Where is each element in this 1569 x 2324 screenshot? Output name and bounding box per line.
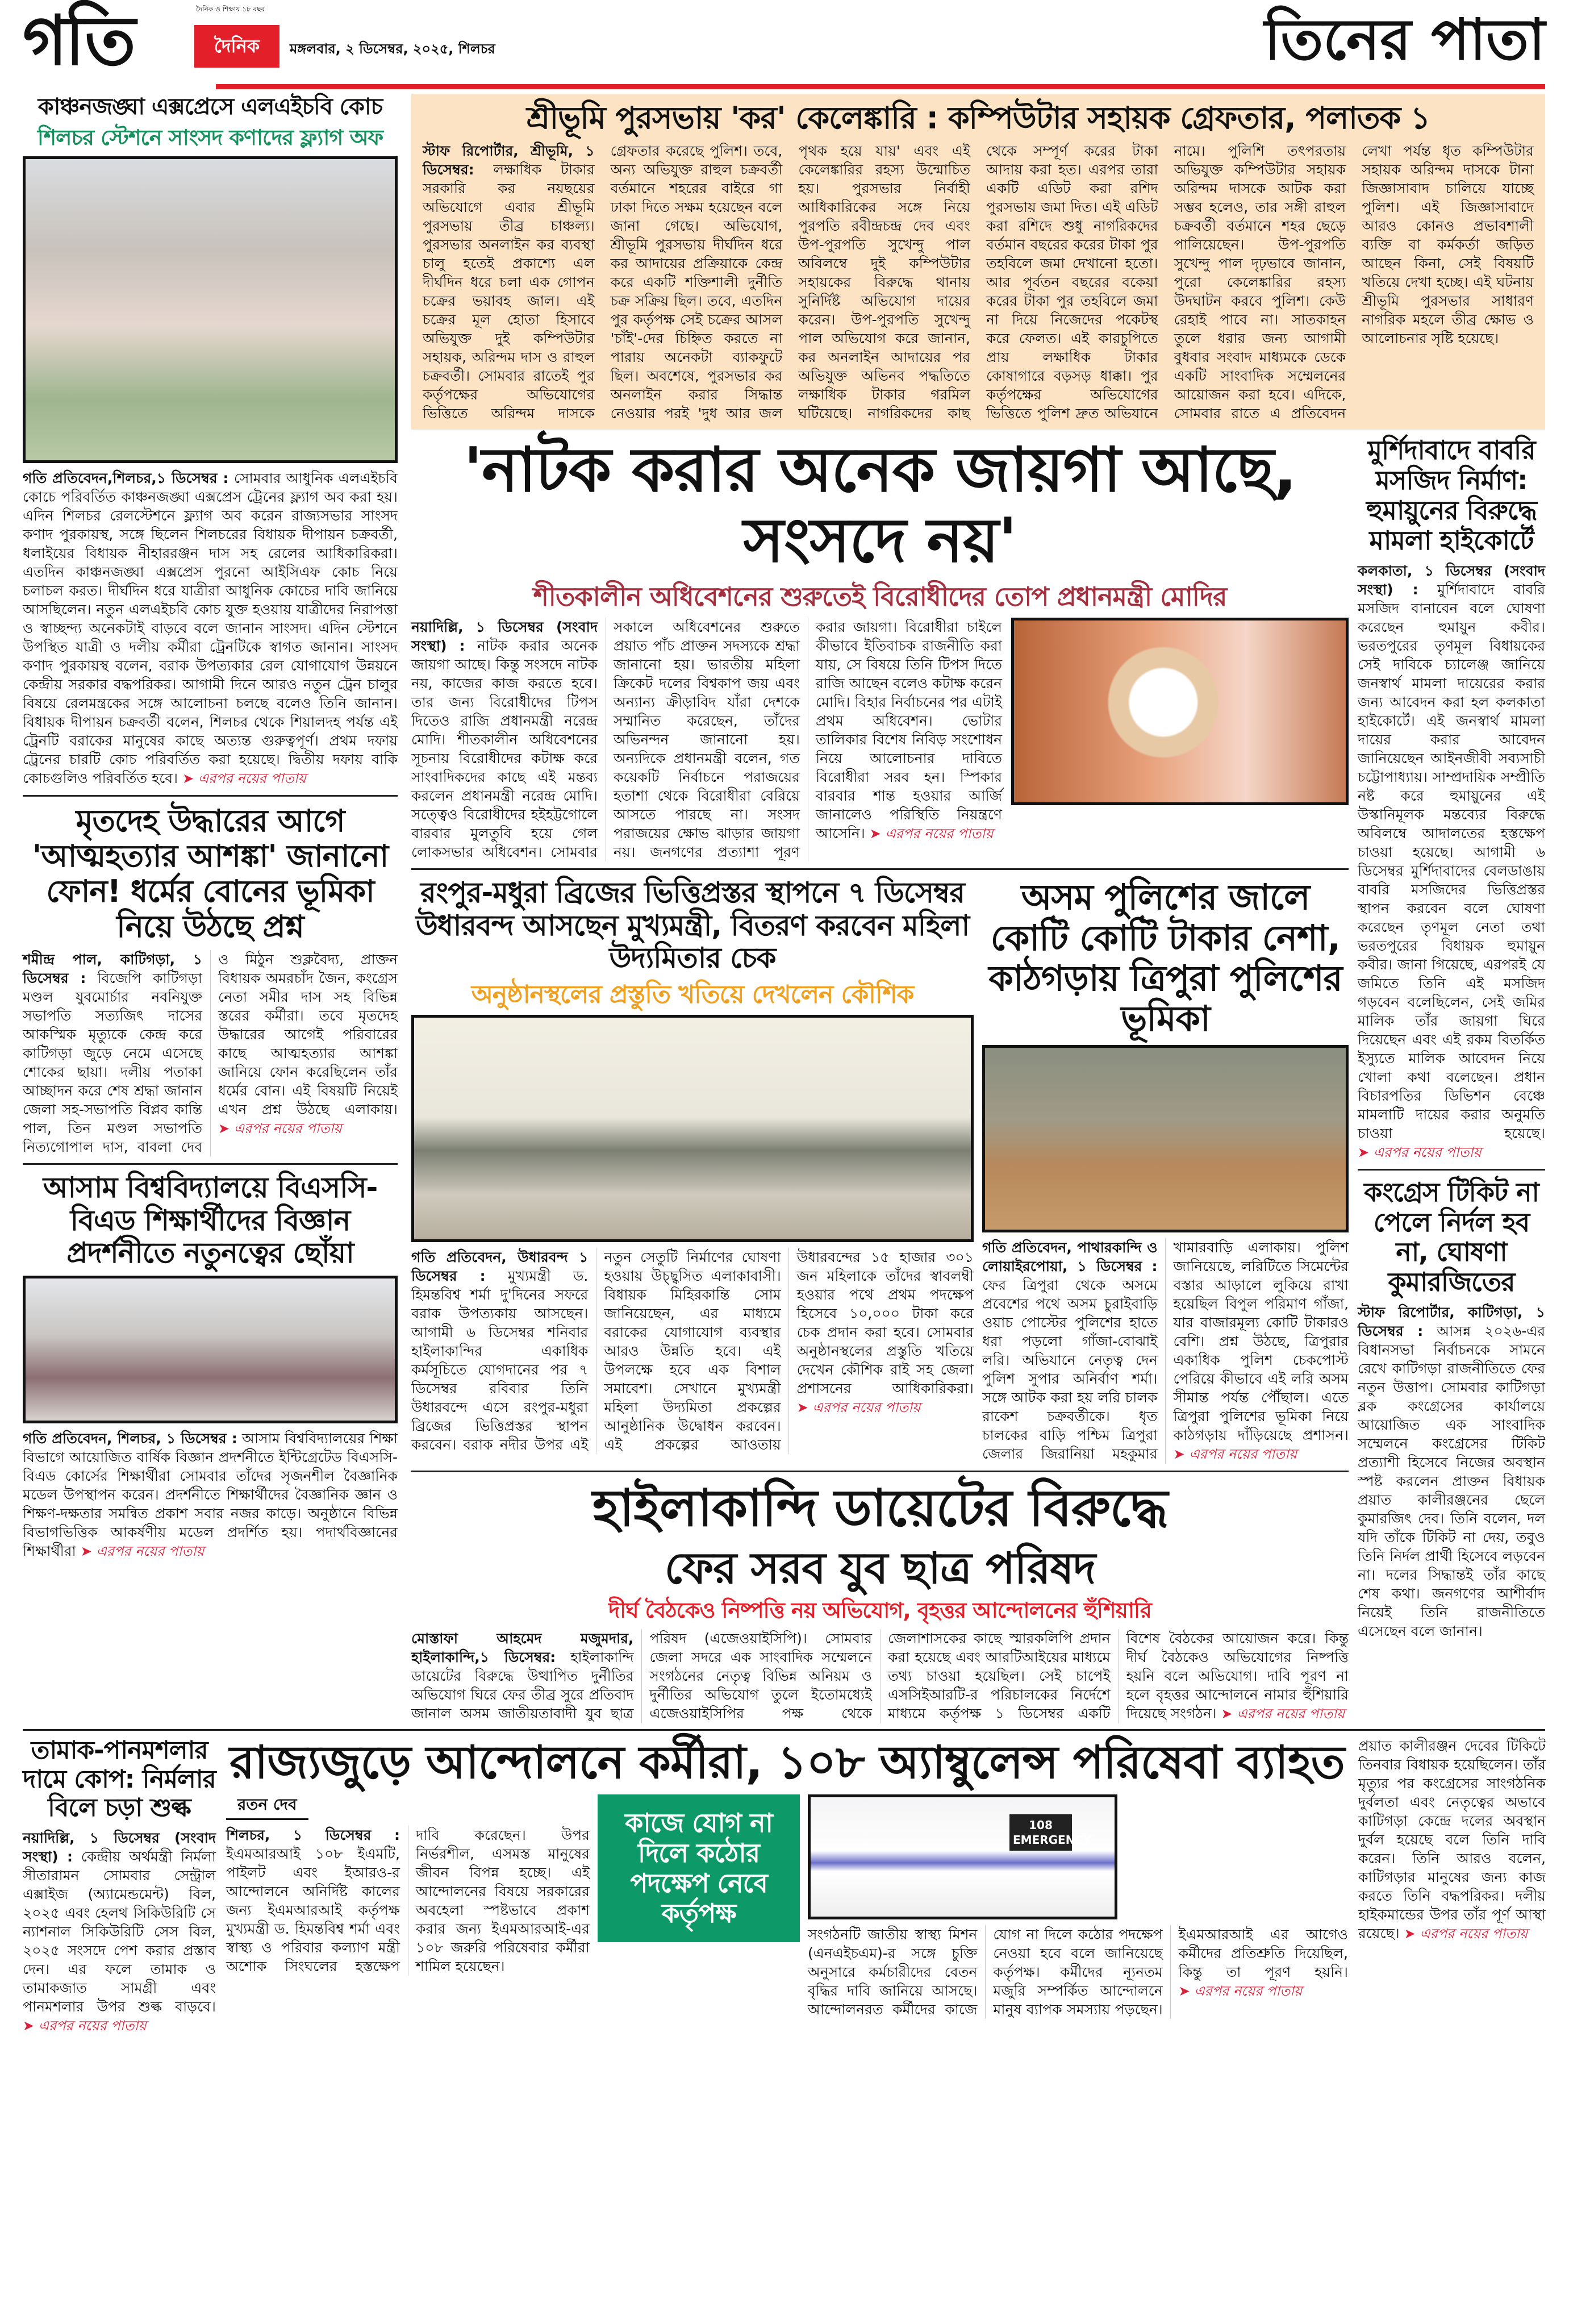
logo-badge: দৈনিক: [194, 25, 279, 68]
reporter-name: রতন দেব: [226, 1794, 308, 1820]
babri-body: কলকাতা, ১ ডিসেম্বর (সংবাদ সংস্থা) : মুর্শিদাবাদে বাবরি মসজিদ বানাবেন বলে ঘোষণা করেছেন হুমায়ুন কবীর। ভরতপুরের তৃণমূল বিধায়কের সেই দাবিকে চ্যালেঞ্জ জানিয়ে জনস্বার্থ মামলা দায়েরের করার জন্য আবেদন করা হল কলকাতা হাইকোর্টে। এই জনস্বার্থ মামলা দায়ের করার আবেদন জানিয়েছেন আইনজীবী সব্যসাচী চট্টোপাধ্যায়। সাম্প্রদায়িক সম্প্রীতি নষ্ট করে হুমায়ুনের এই উস্কানিমূলক মন্তব্যের বিরুদ্ধে অবিলম্বে আদালতের হস্তক্ষেপ চাওয়া হয়েছে। আগামী ৬ ডিসেম্বর মুর্শিদাবাদের বেলডাঙায় বাবরি মসজিদের ভিত্তিপ্রস্তর স্থাপন করবেন বলে ঘোষণা করেছেন তৃণমূল নেতা তথা ভরতপুরের বিধায়ক হুমায়ুন কবীর। জানা গিয়েছে, এরপরই যে জমিতে তিনি এই মসজিদ গড়বেন বলেছিলেন, সেই জমির মালিক তাঁর জায়গা ঘিরে দিয়েছেন এবং এই রকম বিতর্কিত ইস্যুতে মালিক আবেদন নিয়ে খোলা কথা বলেছেন। প্রধান বিচারপতির ডিভিশন বেঞ্চে মামলাটি দায়ের করার অনুমতি চাওয়া হয়েছে। ➤ এরপর নয়ের পাতায়: [1358, 561, 1545, 1162]
lead-story-box: [411, 94, 1545, 430]
continued-link[interactable]: ➤ এরপর নয়ের পাতায়: [23, 2018, 147, 2034]
tobacco-body: নয়াদিল্লি, ১ ডিসেম্বর (সংবাদ সংস্থা) : কেন্দ্রীয় অর্থমন্ত্রী নির্মলা সীতারামন সোমবার সেন্ট্রাল এক্সাইজ (অ্যামেন্ডমেন্ট) বিল, ২০২৫ এবং হেলথ সিকিউরিটি সে ন্যাশনাল সিকিউরিটি সেস বিল, ২০২৫ সংসদে পেশ করার প্রস্তাব দেন। এর ফলে তামাক ও তামাকজাত সামগ্রী এবং পানমশলার উপর শুল্ক বাড়বে। ➤ এরপর নয়ের পাতায়: [23, 1829, 216, 2035]
masthead-red-rule: [216, 84, 1545, 89]
hailakandi-body: মোস্তাফা আহমেদ মজুমদার, হাইলাকান্দি,১ ডিসেম্বর: হাইলাকান্দি ডায়েটের বিরুদ্ধে উত্থাপিত দুর্নীতির অভিযোগ ঘিরে ফের তীব্র সুরে প্রতিবাদ জানাল অসম জাতীয়তাবাদী যুব ছাত্র পরিষদ (এজেওয়াইসিপি)। সোমবার জেলা সদরে এক সাংবাদিক সম্মেলনে সংগঠনের নেতৃত্ব বিভিন্ন অনিয়ম ও দুর্নীতির অভিযোগ তুলে ইতোমধ্যেই এজেওয়াইসিপির পক্ষ থেকে জেলাশাসকের কাছে স্মারকলিপি প্রদান করা হয়েছে এবং আরটিআইয়ের মাধ্যমে তথ্য চাওয়া হয়েছিল। সেই চাপেই এসসিইআরটি-র পরিচালকের নির্দেশে মাধ্যমে কর্তৃপক্ষ ১ ডিসেম্বর একটি বিশেষ বৈঠকের আয়োজন করে। কিন্তু দীর্ঘ বৈঠকেও অভিযোগের নিষ্পত্তি হয়নি বলে অভিযোগ। দাবি পূরণ না হলে বৃহত্তর আন্দোলনে নামার হুঁশিয়ারি দিয়েছে সংগঠন। ➤ এরপর নয়ের পাতায়: [411, 1629, 1349, 1723]
left-column: [23, 94, 398, 1561]
ambulance-body-lower: সংগঠনটি জাতীয় স্বাস্থ্য মিশন (এনএইচএম)-র সঙ্গে চুক্তি অনুসারে কর্মচারীদের বেতন বৃদ্ধির দাবি জানিয়ে আসছে। আন্দোলনরত কর্মীদের কাজে যোগ না দিলে কঠোর পদক্ষেপ নেওয়া হবে বলে জানিয়েছে কর্তৃপক্ষ। কর্মীদের ন্যূনতম মজুরি সম্পর্কিত আন্দোলনে মানুষ ব্যাপক সমস্যায় পড়ছেন। ইএমআরআই এর আগেও কর্মীদের প্রতিশ্রুতি দিয়েছিল, কিন্তু তা পূরণ হয়নি। ➤ এরপর নয়ের পাতায়: [808, 1925, 1348, 2019]
rangpur-headline: রংপুর-মধুরা ব্রিজের ভিত্তিপ্রস্তর স্থাপনে ৭ ডিসেম্বর উধারবন্দ আসছেন মুখ্যমন্ত্রী, বিতরণ করবেন মহিলা উদ্যমিতার চেক: [415, 876, 970, 975]
police-body: গতি প্রতিবেদন, পাথারকান্দি ও লোয়াইরপোয়া, ১ ডিসেম্বর : ফের ত্রিপুরা থেকে অসমে প্রবেশের পথে অসম চুরাইবাড়ি ওয়াচ পোস্টের পুলিশের হাতে ধরা পড়লো গাঁজা-বোঝাই লরি। অভিযানে নেতৃত্ব দেন পুলিশ সুপার অনির্বাণ শর্মা। সঙ্গে আটক করা হয় লরি চালক রাকেশ চক্রবর্তীকে। ধৃত চালকের বাড়ি পশ্চিম ত্রিপুরা জেলার জিরানিয়া মহকুমার খামারবাড়ি এলাকায়। পুলিশ জানিয়েছে, লরিটিতে সিমেন্টের বস্তার আড়ালে লুকিয়ে রাখা হয়েছিল বিপুল পরিমাণ গাঁজা, যার বাজারমূল্য কোটি টাকারও বেশি। প্রশ্ন উঠছে, ত্রিপুরার একাধিক পুলিশ চেকপোস্ট পেরিয়ে কীভাবে এই লরি অসম সীমান্ত পর্যন্ত পৌঁছাল। এতে ত্রিপুরা পুলিশের ভূমিকা নিয়ে কাঠগড়ায় দাঁড়িয়েছে প্রশাসন। ➤ এরপর নয়ের পাতায়: [982, 1238, 1349, 1464]
divider: [1358, 1169, 1545, 1171]
continued-link[interactable]: ➤ এরপর নয়ের পাতায়: [81, 1543, 205, 1559]
congress-headline: কংগ্রেস টিকিট না পেলে নির্দল হব না, ঘোষণা কুমারজিতের: [1364, 1176, 1539, 1298]
headline: কাঞ্চনজঙ্ঘা এক্সপ্রেসে এলএইচবি কোচ: [37, 94, 383, 120]
rangpur-body: গতি প্রতিবেদন, উধারবন্দ ১ ডিসেম্বর : মুখ্যমন্ত্রী ড. হিমন্তবিশ্ব শর্মা দু'দিনের সফরে বরাক উপত্যকায় আসছেন। আগামী ৬ ডিসেম্বর শনিবার হাইলাকান্দির একাধিক কর্মসূচিতে যোগদানের পর ৭ ডিসেম্বর রবিবার তিনি উধারবন্দে এসে রংপুর-মধুরা ব্রিজের ভিত্তিপ্রস্তর স্থাপন করবেন। বরাক নদীর উপর এই নতুন সেতুটি নির্মাণের ঘোষণা হওয়ায় উচ্ছ্বসিত এলাকাবাসী। বিধায়ক মিহিরকান্তি সোম জানিয়েছেন, এর মাধ্যমে বরাকের যোগাযোগ ব্যবস্থার আরও উন্নতি হবে। এই উপলক্ষে হবে এক বিশাল সমাবেশ। সেখানে মুখ্যমন্ত্রী মহিলা উদ্যমিতা প্রকল্পের আনুষ্ঠানিক উদ্বোধন করবেন। এই প্রকল্পের আওতায় উধারবন্দের ১৫ হাজার ৩০১ জন মহিলাকে তাঁদের স্বাবলম্বী হওয়ার পথে প্রথম পদক্ষেপ হিসেবে ১০,০০০ টাকা করে চেক প্রদান করা হবে। সোমবার অনুষ্ঠানস্থলের প্রস্তুতি খতিয়ে দেখেন কৌশিক রাই সহ জেলা প্রশাসনের আধিকারিকরা। ➤ এরপর নয়ের পাতায়: [411, 1248, 974, 1454]
modi-headline: 'নাটক করার অনেক জায়গা আছে, সংসদে নয়': [464, 435, 1296, 577]
photo-prime-minister: [1011, 618, 1349, 805]
ambulance-headline: রাজ্যজুড়ে আন্দোলনে কর্মীরা, ১০৮ অ্যাম্বুলেন্স পরিষেবা ব্যাহত: [229, 1736, 1345, 1789]
hailakandi-headline-2: ফের সরব যুব ছাত্র পরিষদ: [664, 1543, 1096, 1594]
lead-body: স্টাফ রিপোর্টার, শ্রীভূমি, ১ ডিসেম্বর: লক্ষাধিক টাকার সরকারি কর নয়ছয়ের অভিযোগে এবার শ্রীভূমি পুরসভায় তীব্র চাঞ্চল্য। পুরসভার অনলাইন কর ব্যবস্থা চালু হতেই প্রকাশ্যে এল দীর্ঘদিন ধরে চলা এক গোপন চক্রের ভয়াবহ জাল। এই চক্রের মূল হোতা হিসাবে অভিযুক্ত দুই কম্পিউটার সহায়ক, অরিন্দম দাস ও রাহুল চক্রবর্তী। সোমবার রাতেই পুর কর্তৃপক্ষের অভিযোগের ভিত্তিতে অরিন্দম দাসকে গ্রেফতার করেছে পুলিশ। তবে, অন্য অভিযুক্ত রাহুল চক্রবর্তী বর্তমানে শহরের বাইরে গা ঢাকা দিতে সক্ষম হয়েছেন বলে জানা গেছে। অভিযোগ, শ্রীভূমি পুরসভায় দীর্ঘদিন ধরে কর আদায়ের প্রক্রিয়াকে কেন্দ্র করে একটি শক্তিশালী দুর্নীতি চক্র সক্রিয় ছিল। তবে, এতদিন পুর কর্তৃপক্ষ সেই চক্রের আসল 'চাঁই'-দের চিহ্নিত করতে না পারায় অনেকটা ব্যাকফুটে ছিল। অবশেষে, পুরসভার কর অনলাইন করার সিদ্ধান্ত নেওয়ার পরই 'দুধ আর জল পৃথক হয়ে যায়' এবং এই কেলেঙ্কারির রহস্য উন্মোচিত হয়। পুরসভার নির্বাহী আধিকারিকের সঙ্গে নিয়ে পুরপতি রবীন্দ্রচন্দ্র দেব এবং উপ-পুরপতি সুখেন্দু পাল অবিলম্বে দুই কম্পিউটার সহায়কের বিরুদ্ধে থানায় সুনির্দিষ্ট অভিযোগ দায়ের করেন। উপ-পুরপতি সুখেন্দু পাল অভিযোগ করে জানান, কর অনলাইন আদায়ের পর অভিযুক্ত অভিনব পদ্ধতিতে লক্ষাধিক টাকার গরমিল ঘটিয়েছে। নাগরিকদের কাছ থেকে সম্পূর্ণ করের টাকা আদায় করা হত। এরপর তারা একটি এডিট করা রশিদ পুরসভায় জমা দিত। এই এডিট করা রশিদে শুধু নাগরিকদের বর্তমান বছরের করের টাকা পুর তহবিলে জমা দেখানো হতো। আর পূর্বতন বছরের বকেয়া করের টাকা পুর তহবিলে জমা না দিয়ে নিজেদের পকেটস্থ করে ফেলত। এই কারচুপিতে প্রায় লক্ষাধিক টাকার কোষাগারে বড়সড় ধাক্কা। পুর কর্তৃপক্ষের অভিযোগের ভিত্তিতে পুলিশ দ্রুত অভিযানে নামে। পুলিশি তৎপরতায় অভিযুক্ত কম্পিউটার সহায়ক অরিন্দম দাসকে আটক করা সম্ভব হলেও, তার সঙ্গী রাহুল চক্রবর্তী বর্তমানে শহর ছেড়ে পালিয়েছেন। উপ-পুরপতি সুখেন্দু পাল দৃঢ়ভাবে জানান, পুরো কেলেঙ্কারির রহস্য উদঘাটন করবে পুলিশ। কেউ রেহাই পাবে না। সাতকাহন তুলে ধরার জন্য আগামী বুধবার সংবাদ মাধ্যমকে ডেকে একটি সাংবাদিক সম্মেলনের আয়োজন করা হবে। এদিকে, সোমবার রাতে এ প্রতিবেদন লেখা পর্যন্ত ধৃত কম্পিউটার সহায়ক অরিন্দম দাসকে টানা জিজ্ঞাসাবাদ চালিয়ে যাচ্ছে পুলিশ। এই জিজ্ঞাসাবাদে আরও কোনও প্রভাবশালী ব্যক্তি বা কর্মকর্তা জড়িত আছেন কিনা, সেই বিষয়টি খতিয়ে দেখা হচ্ছে। এই ঘটনায় শ্রীভূমি পুরসভার সাধারণ নাগরিক মহলে তীব্র ক্ষোভ ও আলোচনার সৃষ্টি হয়েছে।: [423, 143, 1534, 422]
page-title: তিনের পাতা: [1264, 6, 1545, 73]
right-area: [411, 94, 1545, 1723]
logo-badge-tagline: দৈনিক ও শিক্ষায় ১৮ বছর: [196, 5, 265, 13]
subheadline: শিলচর স্টেশনে সাংসদ কণাদের ফ্ল্যাগ অফ: [37, 125, 383, 150]
story-train-body: গতি প্রতিবেদন,শিলচর,১ ডিসেম্বর : সোমবার আধুনিক এলএইচবি কোচে পরিবর্তিত কাঞ্চনজঙ্ঘা এক্সপ্রেস ট্রেনের ফ্ল্যাগ অব করা হয়। এদিন শিলচর রেলস্টেশনে ফ্ল্যাগ অব করেন রাজ্যসভার সাংসদ কণাদ পুরকায়স্থ, সঙ্গে ছিলেন শিলচরের বিধায়ক দীপায়ন চক্রবর্তী, ধলাইয়ের বিধায়ক নীহাররঞ্জন দাস সহ রেলের আধিকারিকরা। এতদিন কাঞ্চনজঙ্ঘা এক্সপ্রেস পুরনো আইসিএফ কোচ নিয়ে চলাচল করত। দীর্ঘদিন ধরে যাত্রীরা আধুনিক কোচের দাবি জানিয়ে আসছিলেন। নতুন এলএইচবি কোচ যুক্ত হওয়ায় যাত্রীদের নিরাপত্তা ও স্বাচ্ছন্দ্য অনেকটাই বাড়বে বলে জানান সাংসদ। এদিন স্টেশনে উপস্থিত যাত্রী ও দলীয় কর্মীরা ট্রেনটিকে স্বাগত জানান। সাংসদ কণাদ পুরকায়স্থ বলেন, বরাক উপত্যকার রেল যোগাযোগ উন্নয়নে কেন্দ্রীয় সরকার বদ্ধপরিকর। আগামী দিনে আরও নতুন ট্রেন চালুর বিষয়ে রেলমন্ত্রকের সঙ্গে আলোচনা চলছে বলেও তিনি জানান। বিধায়ক দীপায়ন চক্রবর্তী বলেন, শিলচর থেকে শিয়ালদহ পর্যন্ত এই ট্রেনটি বরাকের মানুষের কাছে অত্যন্ত গুরুত্বপূর্ণ। প্রথম দফায় ট্রেনের চারটি কোচ পরিবর্তিত করা হয়েছে। দ্বিতীয় দফায় বাকি কোচগুলিও পরিবর্তিত হবে। ➤ এরপর নয়ের পাতায়: [23, 469, 398, 788]
ambulance-108-sign: 108 EMERGENCY: [1009, 1814, 1072, 1851]
section-divider: [23, 1729, 1545, 1731]
continued-link[interactable]: ➤ এরপর নয়ের পাতায়: [218, 1121, 342, 1136]
assamuni-body: গতি প্রতিবেদন, শিলচর, ১ ডিসেম্বর : আসাম বিশ্ববিদ্যালয়ের শিক্ষা বিভাগে আয়োজিত বার্ষিক বিজ্ঞান প্রদর্শনীতে ইন্টিগ্রেটেড বিএসসি-বিএড কোর্সের শিক্ষার্থীরা সোমবার তাঁদের সৃজনশীল বৈজ্ঞানিক মডেল উপস্থাপন করেন। প্রদর্শনীতে শিক্ষার্থীদের বৈজ্ঞানিক জ্ঞান ও শিক্ষণ-দক্ষতার সমন্বিত প্রকাশ সবার নজর কাড়ে। অনুষ্ঠানে বিভিন্ন বিভাগভিত্তিক আকর্ষণীয় মডেল প্রদর্শিত হয়। পদার্থবিজ্ঞানের শিক্ষার্থীরা ➤ এরপর নয়ের পাতায়: [23, 1429, 398, 1561]
ambulance-body: শিলচর, ১ ডিসেম্বর : ইএমআরআই ১০৮ ইএমটি, পাইলট এবং ইআরও-র আন্দোলনে অনির্দিষ্ট কালের জন্য ইএমআরআই কর্তৃপক্ষ মুখ্যমন্ত্রী ড. হিমন্তবিশ্ব শর্মা এবং স্বাস্থ্য ও পরিবার কল্যাণ মন্ত্রী অশোক সিংঘলের হস্তক্ষেপ দাবি করেছেন। উপর নির্ভরশীল, এসমস্ত মানুষের জীবন বিপন্ন হচ্ছে। এই আন্দোলনের বিষয়ে সরকারের অবহেলা স্পষ্টভাবে প্রকাশ করার জন্য ইএমআরআই-এর ১০৮ জরুরি পরিষেবার কর্মীরা শামিল হয়েছেন।: [226, 1827, 590, 1975]
continued-link[interactable]: ➤ এরপর নয়ের পাতায়: [1179, 1983, 1303, 1999]
continued-link[interactable]: ➤ এরপর নয়ের পাতায়: [1404, 1926, 1528, 1942]
photo-flag-off: [23, 156, 398, 463]
photo-seized-drugs: [982, 1045, 1349, 1232]
continued-link[interactable]: ➤ এরপর নয়ের পাতায়: [870, 826, 994, 842]
continued-link[interactable]: ➤ এরপর নয়ের পাতায়: [182, 770, 306, 786]
divider: [411, 868, 1349, 870]
suicide-headline: মৃতদেহ উদ্ধারের আগে 'আত্মহত্যার আশঙ্কা' জানানো ফোন! ধর্মের বোনের ভূমিকা নিয়ে উঠছে প্রশ্ন: [32, 802, 389, 944]
ambulance-callout-box: কাজে যোগ না দিলে কঠোর পদক্ষেপ নেবে কর্তৃপক্ষ: [598, 1794, 800, 1942]
continued-link[interactable]: ➤ এরপর নয়ের পাতায়: [797, 1400, 921, 1415]
lead-headline: শ্রীভূমি পুরসভায় 'কর' কেলেঙ্কারি : কম্পিউটার সহায়ক গ্রেফতার, পলাতক ১: [526, 100, 1430, 136]
congress-body: স্টাফ রিপোর্টার, কাটিগড়া, ১ ডিসেম্বর : আসন্ন ২০২৬-এর বিধানসভা নির্বাচনকে সামনে রেখে কাটিগড়া রাজনীতিতে ফের নতুন উত্তাপ। সোমবার কাটিগড়া ব্লক কংগ্রেসের কার্যালয়ে আয়োজিত এক সাংবাদিক সম্মেলনে কংগ্রেসের টিকিট প্রত্যাশী হিসেবে নিজের অবস্থান স্পষ্ট করলেন প্রাক্তন বিধায়ক প্রয়াত কালীরঞ্জনের ছেলে কুমারজিৎ দেব। তিনি বলেন, দল যদি তাঁকে টিকিট না দেয়, তবুও তিনি নির্দল প্রার্থী হিসেবে লড়বেন না। দলের সিদ্ধান্তই তাঁর কাছে শেষ কথা। জনগণের আশীর্বাদ নিয়েই তিনি রাজনীতিতে এসেছেন বলে জানান।: [1358, 1304, 1545, 1640]
masthead: [23, 0, 1545, 94]
center-area: [411, 435, 1349, 1723]
divider: [411, 1471, 1349, 1472]
story-police: [982, 877, 1349, 1463]
continued-link[interactable]: ➤ এরপর নয়ের পাতায়: [1358, 1144, 1482, 1160]
photo-venue-inspection: [411, 1015, 974, 1242]
police-headline: অসম পুলিশের জালে কোটি কোটি টাকার নেশা, কাঠগড়ায় ত্রিপুরা পুলিশের ভূমিকা: [988, 876, 1342, 1040]
babri-headline: মুর্শিদাবাদে বাবরি মসজিদ নির্মাণ: হুমায়ুনের বিরুদ্ধে মামলা হাইকোর্টে: [1366, 435, 1537, 556]
assamuni-headline: আসাম বিশ্ববিদ্যালয়ে বিএসসি-বিএড শিক্ষার্থীদের বিজ্ঞান প্রদর্শনীতে নতুনত্বের ছোঁয়া: [43, 1171, 378, 1270]
divider: [23, 1163, 398, 1165]
modi-subheadline: শীতকালীন অধিবেশনের শুরুতেই বিরোধীদের তোপ প্রধানমন্ত্রী মোদির: [533, 581, 1227, 613]
suicide-body: শমীন্দ্র পাল, কাটিগড়া, ১ ডিসেম্বর : বিজেপি কাটিগড়া মণ্ডল যুবমোর্চার নবনিযুক্ত সভাপতি সত্যজিৎ দাসের আকস্মিক মৃত্যুকে কেন্দ্র করে কাটিগড়া জুড়ে নেমে এসেছে শোকের ছায়া। দলীয় পতাকা আচ্ছাদন করে শেষ শ্রদ্ধা জানান জেলা সহ-সভাপতি বিপ্লব কান্তি পাল, তিন মণ্ডল সভাপতি নিত্যগোপাল দাস, বাবলা দেব ও মিঠুন শুক্লবৈদ্য, প্রাক্তন বিধায়ক অমরচাঁদ জৈন, কংগ্রেস নেতা সমীর দাস সহ বিভিন্ন স্তরের কর্মীরা। তবে মৃতদেহ উদ্ধারের আগেই পরিবারের কাছে আত্মহত্যার আশঙ্কা জানিয়ে ফোন করেছিলেন তাঁর ধর্মের বোন। এই বিষয়টি নিয়েই এখন প্রশ্ন উঠছে এলাকায়। ➤ এরপর নয়ের পাতায়: [23, 950, 398, 1156]
right-column-lower-body: প্রয়াত কালীরঞ্জন দেবের টিকিটে তিনবার বিধায়ক হয়েছিলেন। তাঁর মৃত্যুর পর কংগ্রেসের সাংগঠনিক দুর্বলতা এবং নেতৃত্বের অভাবে কাটিগড়া কেন্দ্রে দলের অবস্থান দুর্বল হয়েছে বলে তিনি দাবি করেন। তিনি আরও বলেন, কাটিগড়ার মানুষের জন্য কাজ করতে তিনি বদ্ধপরিকর। দলীয় হাইকমান্ডের উপর তাঁর পূর্ণ আস্থা রয়েছে। ➤ এরপর নয়ের পাতায়: [1358, 1736, 1546, 1943]
story-tobacco: [23, 1736, 216, 2035]
modi-body: নয়াদিল্লি, ১ ডিসেম্বর (সংবাদ সংস্থা) : নাটক করার অনেক জায়গা আছে। কিন্তু সংসদে নাটক নয়, কাজের কাজ করতে হবে। তার জন্য বিরোধীদের টিপস দিতেও রাজি প্রধানমন্ত্রী নরেন্দ্র মোদি। শীতকালীন অধিবেশনের সূচনায় বিরোধীদের কটাক্ষ করে সাংবাদিকদের কাছে এই মন্তব্য করলেন প্রধানমন্ত্রী নরেন্দ্র মোদি। সত্ত্বেও বিরোধীদের হইহট্টগোলে বারবার মুলতুবি হয়ে গেল লোকসভার অধিবেশন। সোমবার সকালে অধিবেশনের শুরুতে প্রয়াত পাঁচ প্রাক্তন সদস্যকে শ্রদ্ধা জানানো হয়। ভারতীয় মহিলা ক্রিকেট দলের বিশ্বকাপ জয় এবং অন্যান্য ক্রীড়াবিদ যাঁরা দেশকে সম্মানিত করেছেন, তাঁদের অভিনন্দন জানানো হয়। অন্যদিকে প্রধানমন্ত্রী বলেন, গত কয়েকটি নির্বাচনে পরাজয়ের হতাশা থেকে বিরোধীরা বেরিয়ে আসতে পারছে না। সংসদ পরাজয়ের ক্ষোভ ঝাড়ার জায়গা নয়। জনগণের প্রত্যাশা পূরণ করার জায়গা। বিরোধীরা চাইলে কীভাবে ইতিবাচক রাজনীতি করা যায়, সে বিষয়ে তিনি টিপস দিতে রাজি আছেন বলেও কটাক্ষ করেন মোদি। বিহার নির্বাচনের পর এটাই প্রথম অধিবেশন। ভোটার তালিকার বিশেষ নিবিড় সংশোধন নিয়ে আলোচনার দাবিতে বিরোধীরা সরব হন। স্পিকার বারবার শান্ত হওয়ার আর্জি জানালেও পরিস্থিতি নিয়ন্ত্রণে আসেনি। ➤ এরপর নয়ের পাতায়: [411, 618, 1002, 861]
photo-science-exhibition: [23, 1276, 398, 1423]
story-ambulance: [226, 1736, 1348, 2019]
continued-link[interactable]: ➤ এরপর নয়ের পাতায়: [1221, 1706, 1345, 1722]
newspaper-logo: গতি: [23, 2, 134, 81]
story-rangpur: [411, 877, 974, 1454]
continued-link[interactable]: ➤ এরপর নয়ের পাতায়: [1174, 1446, 1297, 1462]
hailakandi-subheadline: দীর্ঘ বৈঠকেও নিষ্পত্তি নয় অভিযোগ, বৃহত্তর আন্দোলনের হুঁশিয়ারি: [608, 1598, 1151, 1623]
photo-ambulance: [808, 1794, 1117, 1919]
rangpur-subheadline: অনুষ্ঠানস্থলের প্রস্তুতি খতিয়ে দেখলেন কৌশিক: [471, 980, 914, 1009]
divider: [23, 795, 398, 797]
right-column: [1358, 435, 1545, 1640]
issue-date: মঙ্গলবার, ২ ডিসেম্বর, ২০২৫, শিলচর: [290, 41, 495, 57]
tobacco-headline: তামাক-পানমশলার দামে কোপ: নির্মলার বিলে চড়া শুল্ক: [23, 1736, 216, 1823]
hailakandi-headline: হাইলাকান্দি ডায়েটের বিরুদ্ধে: [592, 1478, 1168, 1538]
